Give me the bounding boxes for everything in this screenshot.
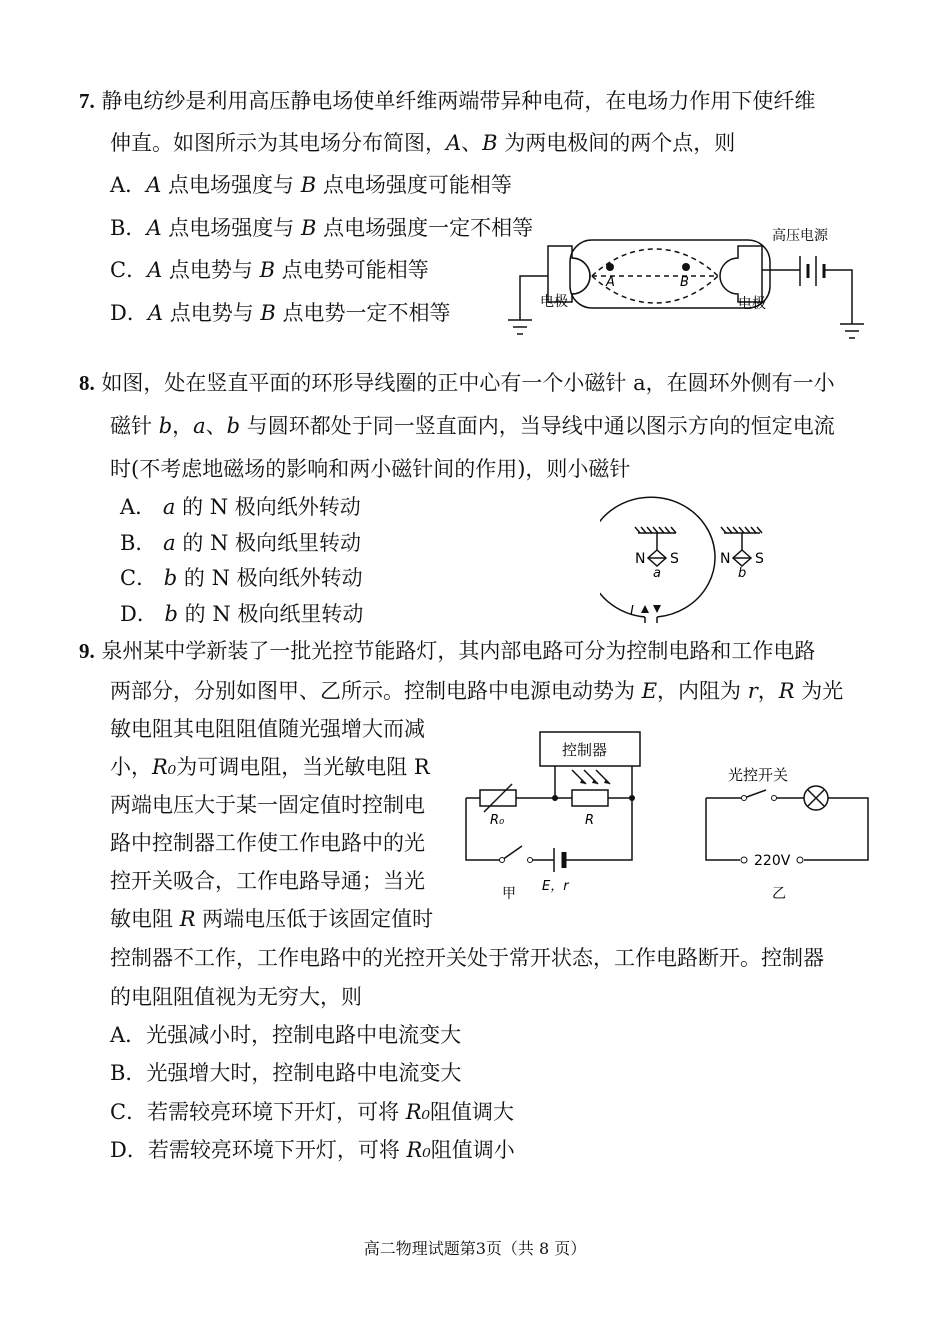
q7-point-a-label: A xyxy=(606,275,615,290)
page-footer: 高二物理试题第3页（共 8 页） xyxy=(363,1239,587,1258)
q7-line1: 7. 静电纺纱是利用高压静电场使单纤维两端带异种电荷，在电场力作用下使纤维 xyxy=(79,89,816,113)
q7-point-b-label: B xyxy=(680,275,689,290)
q7-number: 7. xyxy=(79,89,95,113)
q8-current-arrow-down xyxy=(641,605,649,613)
q7-line2: 伸直。如图所示为其电场分布简图，A、B 为两电极间的两个点，则 xyxy=(110,131,736,155)
q9-line-full-1: 控制器不工作，工作电路中的光控开关处于常开状态，工作电路断开。控制器 xyxy=(110,946,824,970)
q8-b-n: N xyxy=(720,551,731,567)
q9-side-line-3: 两端电压大于某一固定值时控制电 xyxy=(110,793,425,817)
q8-ring-figure xyxy=(600,495,790,625)
q9-side-line-5: 控开关吸合，工作电路导通；当光 xyxy=(110,869,425,893)
q9-work-circuit-figure xyxy=(700,760,880,900)
q9-control-circuit-figure xyxy=(462,728,642,906)
q8-label-b: b xyxy=(738,566,747,581)
q9-controller-label: 控制器 xyxy=(562,741,608,759)
q8-number: 8. xyxy=(79,371,95,395)
q9-r-resistor xyxy=(572,790,608,806)
q9-option-d: D．若需较亮环境下开灯，可将 R₀阻值调小 xyxy=(110,1138,515,1162)
q8-current-arrow-up xyxy=(653,605,661,613)
q9-line-full-2: 的电阻阻值视为无穷大，则 xyxy=(110,985,362,1009)
q8-label-a: a xyxy=(653,566,661,581)
q9-side-line-1: 敏电阻其电阻阻值随光强增大而减 xyxy=(110,717,425,741)
q9-switch-label: 光控开关 xyxy=(728,766,789,784)
q9-option-a: A．光强减小时，控制电路中电流变大 xyxy=(110,1023,462,1047)
q8-option-c: C． b 的 N 极向纸外转动 xyxy=(120,566,363,590)
q8-ring-wire xyxy=(600,497,715,617)
q9-control-switch xyxy=(502,846,522,860)
q9-light-switch xyxy=(744,790,766,798)
q7-option-a: A．A 点电场强度与 B 点电场强度可能相等 xyxy=(110,173,512,197)
q7-option-b: B．A 点电场强度与 B 点电场强度一定不相等 xyxy=(110,216,534,240)
q8-a-n: N xyxy=(635,551,646,567)
q9-option-b: B．光强增大时，控制电路中电流变大 xyxy=(110,1061,462,1085)
q8-current-label: I xyxy=(630,604,634,619)
q7-point-b-dot xyxy=(682,263,690,271)
q7-electrode-left-label: 电极 xyxy=(540,294,568,310)
q8-b-s: S xyxy=(755,551,764,567)
q9-side-line-2: 小，R₀为可调电阻，当光敏电阻 R xyxy=(110,755,430,779)
q7-point-a-dot xyxy=(606,263,614,271)
q9-r0-label: R₀ xyxy=(490,813,505,828)
q8-option-a: A． a 的 N 极向纸外转动 xyxy=(120,495,361,519)
q8-option-d: D． b 的 N 极向纸里转动 xyxy=(120,602,364,626)
q9-yi-label: 乙 xyxy=(772,886,786,900)
q8-option-b: B． a 的 N 极向纸里转动 xyxy=(120,531,362,555)
q7-right-electrode xyxy=(720,246,762,302)
q9-r-label: R xyxy=(585,813,595,828)
q9-side-line-4: 路中控制器工作使工作电路中的光 xyxy=(110,831,425,855)
q7-option-c: C．A 点电势与 B 点电势可能相等 xyxy=(110,258,429,282)
q7-electrode-right-label: 电极 xyxy=(738,296,766,312)
q9-option-c: C．若需较亮环境下开灯，可将 R₀阻值调大 xyxy=(110,1100,514,1124)
q9-line2: 两部分，分别如图甲、乙所示。控制电路中电源电动势为 E，内阻为 r，R 为光 xyxy=(110,679,844,703)
q9-battery-label: E，r xyxy=(542,879,569,894)
q9-line1: 9. 泉州某中学新装了一批光控节能路灯，其内部电路可分为控制电路和工作电路 xyxy=(79,639,816,663)
q7-hv-label: 高压电源 xyxy=(772,228,828,244)
q7-electrospinning-figure xyxy=(500,220,880,350)
q9-number: 9. xyxy=(79,639,95,663)
q8-line2: 磁针 b，a、b 与圆环都处于同一竖直面内，当导线中通以图示方向的恒定电流 xyxy=(110,414,835,438)
q8-a-s: S xyxy=(670,551,679,567)
q9-voltage-label: 220V xyxy=(754,853,791,869)
q9-side-line-6: 敏电阻 R 两端电压低于该固定值时 xyxy=(110,907,434,931)
q8-line3: 时(不考虑地磁场的影响和两小磁针间的作用)，则小磁针 xyxy=(110,457,631,481)
q7-option-d: D．A 点电势与 B 点电势一定不相等 xyxy=(110,301,451,325)
q8-line1: 8. 如图，处在竖直平面的环形导线圈的正中心有一个小磁针 a，在圆环外侧有一小 xyxy=(79,371,835,395)
q9-jia-label: 甲 xyxy=(502,886,516,902)
